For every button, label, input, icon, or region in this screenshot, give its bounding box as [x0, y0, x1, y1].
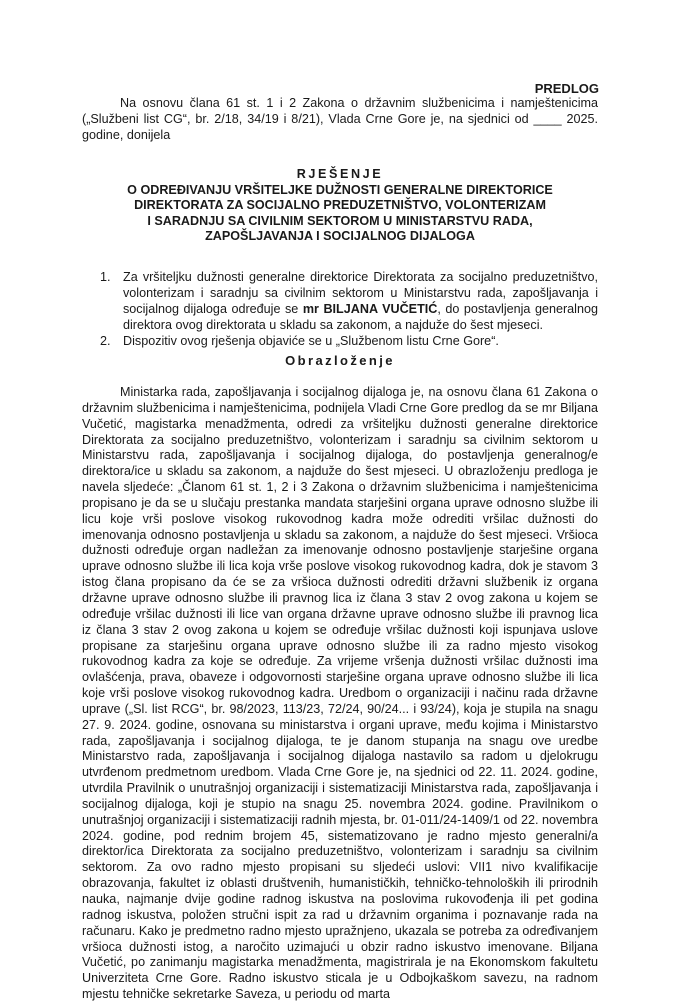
- appointee-name: mr BILJANA VUČETIĆ: [302, 301, 438, 316]
- explanation-paragraph: [82, 385, 598, 1003]
- disposition-item: [100, 334, 598, 350]
- draft-label: PREDLOG: [534, 81, 599, 96]
- disposition-item: [100, 270, 598, 334]
- intro-paragraph: [82, 96, 598, 144]
- decision-subtitle-line: DIREKTORATA ZA SOCIJALNO PREDUZETNIŠTVO, VOLONTERIZAM: [134, 198, 546, 213]
- decision-subtitle-line: ZAPOŠLJAVANJA I SOCIJALNOG DIJALOGA: [205, 229, 475, 244]
- explanation-heading: Obrazloženje: [285, 353, 395, 368]
- explanation-text: Ministarka rada, zapošljavanja i socijalnog dijaloga je, na osnovu člana 61 Zakona o državnim službenicima i namještenicima, podnijela Vladi Crne Gore predlog da se mr Biljana Vučetić, magistarka menadžmenta, odredi za vršiteljku dužnosti generalne direktorice Direktorata za socijalno preduzetništvo, volonterizam i saradnju sa civilnim sektorom u Ministarstvu rada, zapošljavanja i socijalnog dijaloga, do postavljenja generalnog/e direktora/ice u skladu sa zakonom, a najduže do šest mjeseci. U obrazloženju predloga je navela sljedeće: „Članom 61 st. 1, 2 i 3 Zakona o državnim službenicima i namještenicima propisano je da se u slučaju prestanka mandata starješini organa uprave odnosno službe ili licu koje vrši poslove visokog rukovodnog kadra može odrediti vršilac dužnosti do imenovanja odnosno postavljenja u skladu sa zakonom, a najduže do šest mjeseci. Vršioca dužnosti određuje organ nadležan za imenovanje odnosno postavljenje starješine organa uprave odnosno službe ili lica koja vrše poslove visokog rukovodnog kadra, dok je stavom 3 istog člana propisano da će se za vršioca dužnosti odrediti državni službenik iz organa državne uprave odnosno službe ili pravnog lica iz člana 3 stav 2 ovog zakona u kojem se određuje vršilac dužnosti ili lice van organa državne uprave odnosno službe ili pravnog lica iz člana 3 stav 2 ovog zakona u kojem se određuje vršilac dužnosti koji ispunjava uslove propisane za starješinu organa uprave odnosno službe ili za radno mjesto visokog rukovodnog kadra za koje se određuje. Za vrijeme vršenja dužnosti vršilac dužnosti ima ovlašćenja, prava, obaveze i odgovornosti starješine organa uprave odnosno službe ili lica koje vrši poslove visokog rukovodnog kadra. Uredbom o organizaciji i načinu rada državne uprave („Sl. list RCG“, br. 98/2023, 113/23, 72/24, 90/24... i 93/24), koja je stupila na snagu 27. 9. 2024. godine, osnovana su ministarstva i organi uprave, među kojima i Ministarstvo rada, zapošljavanja i socijalnog dijaloga, te je danom stupanja na snagu ove uredbe Ministarstvo rada, zapošljavanja i socijalnog dijaloga nastavilo sa radom u djelokrugu utvrđenom predmetnom uredbom. Vlada Crne Gore je, na sjednici od 22. 11. 2024. godine, utvrdila Pravilnik o unutrašnjoj organizaciji i sistematizaciji Ministarstva rada, zapošljavanja i socijalnog dijaloga, koji je stupio na snagu 25. novembra 2024. godine. Pravilnikom o unutrašnjoj organizaciji i sistematizaciji radnih mjesta, br. 01-011/24-1409/1 od 22. novembra 2024. godine, pod rednim brojem 45, sistematizovano je radno mjesto generalni/a direktor/ica Direktorata za socijalno preduzetništvo, volonterizam i saradnju sa civilnim sektorom. Za ovo radno mjesto propisani su sljedeći uslovi: VII1 nivo kvalifikacije obrazovanja, fakultet iz oblasti društvenih, humanističkih, tehničko-tehnoloških ili prirodnih nauka, najmanje dvije godine radnog iskustva na poslovima rukovođenja ili pet godina radnog iskustva, položen stručni ispit za rad u državnim organima i poznavanje rada na računaru. Kako je predmetno radno mjesto upražnjeno, ukazala se potreba za određivanjem vršioca dužnosti istog, a naročito uzimajući u obzir radno iskustvo imenovane. Biljana Vučetić, po zanimanju magistarka menadžmenta, magistrirala je na Ekonomskom fakultetu Univerziteta Crne Gore. Radno iskustvo sticala je u Odbojkaškom savezu, na radnom mjestu tehničke sekretarke Saveza, u periodu od marta: [82, 385, 598, 1002]
- decision-subtitle-line: I SARADNJU SA CIVILNIM SEKTOROM U MINISTARSTVU RADA,: [147, 213, 533, 228]
- item-number: 1.: [100, 270, 111, 284]
- decision-subtitle-line: O ODREĐIVANJU VRŠITELJKE DUŽNOSTI GENERALNE DIREKTORICE: [127, 182, 553, 197]
- decision-title: [82, 167, 598, 245]
- item-number: 2.: [100, 333, 111, 348]
- item-text: Dispozitiv ovog rješenja objaviće se u „Službenom listu Crne Gore“.: [123, 333, 499, 348]
- intro-text: Na osnovu člana 61 st. 1 i 2 Zakona o državnim službenicima i namještenicima („Službeni list CG“, br. 2/18, 34/19 i 8/21), Vlada Crne Gore je, na sjednici od ____ 2025. godine, donijela: [82, 96, 598, 142]
- item-text-continued: , do postavljenja generalnog direktora ovog direktorata u skladu sa zakonom, a najduže do šest mjeseci.: [123, 301, 598, 332]
- item-text: Za vršiteljku dužnosti generalne direktorice Direktorata za socijalno preduzetništvo, volonterizam i saradnju sa civilnim sektorom u Ministarstvu rada, zapošljavanja i socijalnog dijaloga određuje se: [123, 270, 598, 316]
- disposition-list: [100, 270, 598, 350]
- decision-heading: RJEŠENJE: [296, 167, 384, 181]
